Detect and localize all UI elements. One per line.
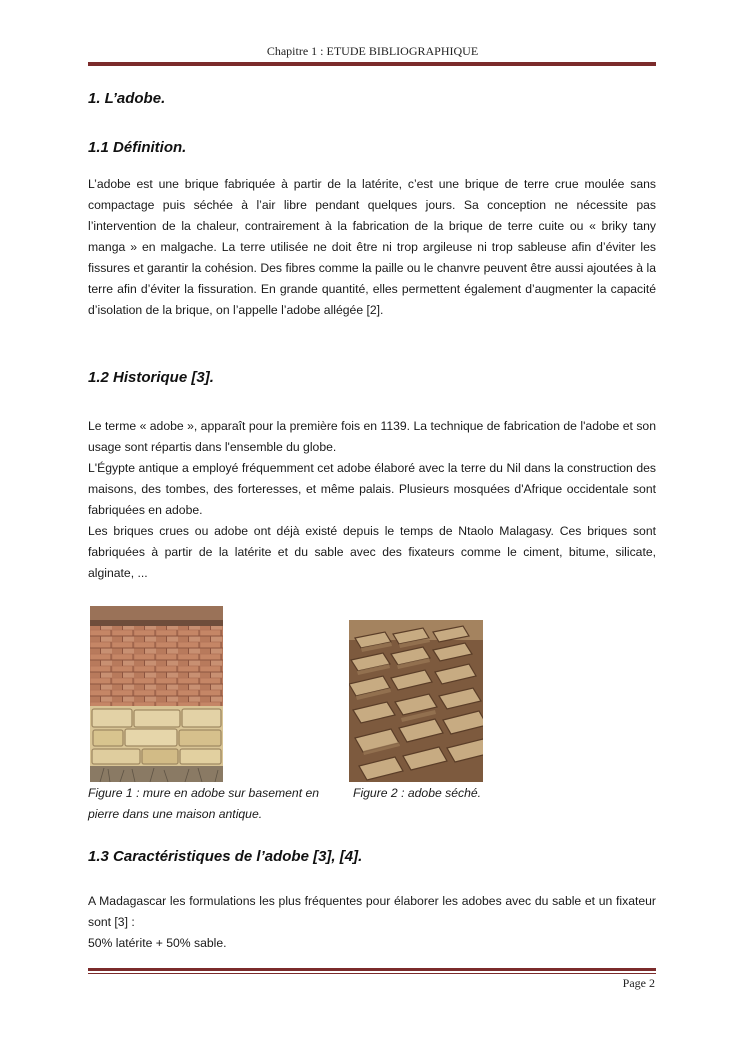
figure-1-caption: Figure 1 : mure en adobe sur basement en pierre dans une maison antique.: [88, 786, 320, 821]
footer-rule-thin: [88, 973, 656, 974]
section-title-caracteristiques: 1.3 Caractéristiques de l’adobe [3], [4].: [88, 848, 363, 865]
caracteristiques-paragraph: A Madagascar les formulations les plus fréquentes pour élaborer les adobes avec du sable et un fixateur sont [3] :: [88, 894, 656, 929]
historique-paragraph-2: L'Égypte antique a employé fréquemment cet adobe élaboré avec la terre du Nil dans la construction des maisons, des tombes, des forteresses, et même palais. Plusieurs mosquées d'Afrique occidentale sont fabriquées en adobe.: [88, 461, 656, 517]
figure-1-adobe-wall-image: [90, 606, 223, 782]
formulation-line: 50% latérite + 50% sable.: [88, 936, 227, 950]
section-title-historique: 1.2 Historique [3].: [88, 369, 214, 386]
definition-paragraph: L’adobe est une brique fabriquée à partir de la latérite, c’est une brique de terre crue moulée sans compactage puis séchée à l’air libre pendant quelques jours. Sa conception ne nécessite pas l’intervention de la chaleur, contrairement à la fabrication de la brique de terre cuite ou « briky tany manga » en malgache. La terre utilisée ne doit être ni trop argileuse ni trop sableuse afin d’éviter les fissures et garantir la cohésion. Des fibres comme la paille ou le chanvre peuvent être aussi ajoutées à la terre afin d’éviter la fissuration. En grande quantité, elles permettent également d’augmenter la capacité d’isolation de la brique, on l’appelle l’adobe allégée [2].: [88, 177, 656, 317]
figure-2-drying-adobe-image: [349, 620, 483, 782]
header-rule: [88, 62, 656, 66]
historique-paragraph-1: Le terme « adobe », apparaît pour la première fois en 1139. La technique de fabrication de l'adobe et son usage sont répartis dans l'ensemble du globe.: [88, 419, 656, 454]
figure-2-caption: Figure 2 : adobe séché.: [353, 786, 482, 800]
footer-rule: [88, 968, 656, 971]
running-header: Chapitre 1 : ETUDE BIBLIOGRAPHIQUE: [266, 44, 479, 58]
section-title-definition: 1.1 Définition.: [88, 139, 187, 156]
page-number: Page 2: [622, 976, 655, 990]
historique-paragraph-3: Les briques crues ou adobe ont déjà existé depuis le temps de Ntaolo Malagasy. Ces briques sont fabriquées à partir de la latérite et du sable avec des fixateurs comme le ciment, bitume, silicate, alginate, ...: [88, 524, 656, 580]
section-title-adobe: 1. L’adobe.: [88, 90, 166, 107]
